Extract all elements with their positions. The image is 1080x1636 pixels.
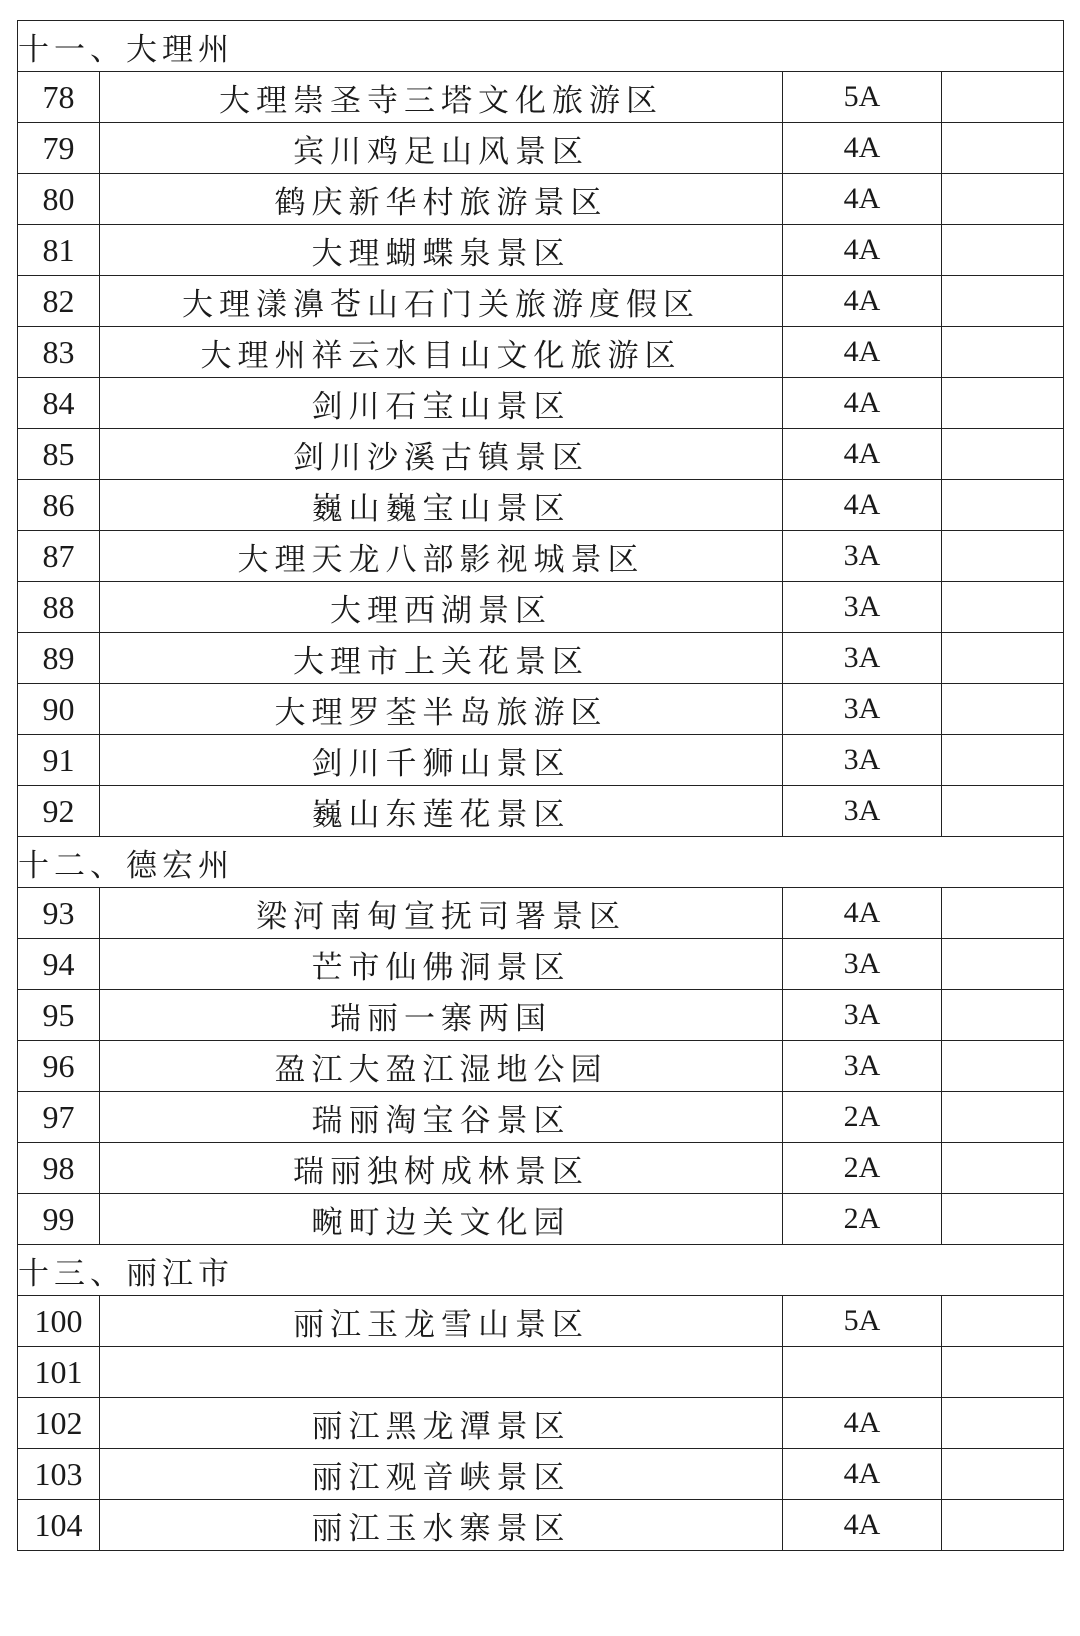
table-row xyxy=(18,378,1064,429)
row-number: 81 xyxy=(18,225,100,276)
row-number: 82 xyxy=(18,276,100,327)
table-row xyxy=(18,1398,1064,1449)
table-row xyxy=(18,939,1064,990)
grade-level: 5A xyxy=(783,1296,942,1347)
row-number: 93 xyxy=(18,888,100,939)
scenic-area-name: 剑川千狮山景区 xyxy=(100,735,783,786)
row-number: 97 xyxy=(18,1092,100,1143)
section-title: 十三、丽江市 xyxy=(18,1245,1064,1296)
grade-level: 4A xyxy=(783,174,942,225)
row-number: 87 xyxy=(18,531,100,582)
grade-level: 3A xyxy=(783,1041,942,1092)
grade-level: 4A xyxy=(783,378,942,429)
table-row xyxy=(18,633,1064,684)
grade-level: 4A xyxy=(783,225,942,276)
row-number: 102 xyxy=(18,1398,100,1449)
remarks-cell xyxy=(942,633,1064,684)
section-header-row xyxy=(18,1245,1064,1296)
grade-level: 4A xyxy=(783,1449,942,1500)
row-number: 100 xyxy=(18,1296,100,1347)
section-header-row xyxy=(18,21,1064,72)
row-number: 94 xyxy=(18,939,100,990)
row-number: 90 xyxy=(18,684,100,735)
remarks-cell xyxy=(942,378,1064,429)
row-number: 83 xyxy=(18,327,100,378)
remarks-cell xyxy=(942,1041,1064,1092)
scenic-area-name: 巍山巍宝山景区 xyxy=(100,480,783,531)
row-number: 78 xyxy=(18,72,100,123)
grade-level: 5A xyxy=(783,72,942,123)
remarks-cell xyxy=(942,888,1064,939)
row-number: 91 xyxy=(18,735,100,786)
table-row xyxy=(18,276,1064,327)
table-row xyxy=(18,888,1064,939)
scenic-area-name: 芒市仙佛洞景区 xyxy=(100,939,783,990)
section-header-row xyxy=(18,837,1064,888)
remarks-cell xyxy=(942,531,1064,582)
remarks-cell xyxy=(942,480,1064,531)
remarks-cell xyxy=(942,429,1064,480)
remarks-cell xyxy=(942,276,1064,327)
grade-level: 3A xyxy=(783,939,942,990)
remarks-cell xyxy=(942,1296,1064,1347)
scenic-area-name: 大理州祥云水目山文化旅游区 xyxy=(100,327,783,378)
remarks-cell xyxy=(942,1398,1064,1449)
row-number: 98 xyxy=(18,1143,100,1194)
table-row xyxy=(18,1092,1064,1143)
remarks-cell xyxy=(942,582,1064,633)
scenic-area-name: 瑞丽淘宝谷景区 xyxy=(100,1092,783,1143)
grade-level: 4A xyxy=(783,888,942,939)
scenic-area-name: 瑞丽独树成林景区 xyxy=(100,1143,783,1194)
table-row xyxy=(18,174,1064,225)
remarks-cell xyxy=(942,786,1064,837)
grade-level: 4A xyxy=(783,327,942,378)
scenic-area-name: 剑川石宝山景区 xyxy=(100,378,783,429)
remarks-cell xyxy=(942,684,1064,735)
table-row xyxy=(18,1347,1064,1398)
table-row xyxy=(18,582,1064,633)
scenic-area-name: 畹町边关文化园 xyxy=(100,1194,783,1245)
grade-level: 3A xyxy=(783,684,942,735)
scenic-area-name: 大理天龙八部影视城景区 xyxy=(100,531,783,582)
table-row xyxy=(18,1449,1064,1500)
table-row xyxy=(18,480,1064,531)
grade-level: 4A xyxy=(783,429,942,480)
table-row xyxy=(18,123,1064,174)
scenic-area-name: 大理蝴蝶泉景区 xyxy=(100,225,783,276)
grade-level xyxy=(783,1347,942,1398)
scenic-area-name: 大理漾濞苍山石门关旅游度假区 xyxy=(100,276,783,327)
remarks-cell xyxy=(942,1194,1064,1245)
table-row xyxy=(18,735,1064,786)
table-row xyxy=(18,786,1064,837)
scenic-area-name: 剑川沙溪古镇景区 xyxy=(100,429,783,480)
grade-level: 2A xyxy=(783,1143,942,1194)
grade-level: 3A xyxy=(783,633,942,684)
row-number: 99 xyxy=(18,1194,100,1245)
grade-level: 2A xyxy=(783,1092,942,1143)
scenic-area-name: 大理市上关花景区 xyxy=(100,633,783,684)
grade-level: 3A xyxy=(783,735,942,786)
scenic-area-name: 盈江大盈江湿地公园 xyxy=(100,1041,783,1092)
table-row xyxy=(18,225,1064,276)
scenic-area-name: 大理崇圣寺三塔文化旅游区 xyxy=(100,72,783,123)
remarks-cell xyxy=(942,72,1064,123)
grade-level: 2A xyxy=(783,1194,942,1245)
table-row xyxy=(18,1041,1064,1092)
section-title: 十二、德宏州 xyxy=(18,837,1064,888)
remarks-cell xyxy=(942,1143,1064,1194)
scenic-area-name: 丽江观音峡景区 xyxy=(100,1449,783,1500)
scenic-area-name: 瑞丽一寨两国 xyxy=(100,990,783,1041)
section-title: 十一、大理州 xyxy=(18,21,1064,72)
remarks-cell xyxy=(942,939,1064,990)
row-number: 85 xyxy=(18,429,100,480)
row-number: 95 xyxy=(18,990,100,1041)
grade-level: 4A xyxy=(783,276,942,327)
row-number: 92 xyxy=(18,786,100,837)
row-number: 88 xyxy=(18,582,100,633)
grade-level: 4A xyxy=(783,1500,942,1551)
remarks-cell xyxy=(942,1092,1064,1143)
row-number: 80 xyxy=(18,174,100,225)
remarks-cell xyxy=(942,735,1064,786)
table-row xyxy=(18,1194,1064,1245)
row-number: 79 xyxy=(18,123,100,174)
grade-level: 4A xyxy=(783,123,942,174)
scenic-area-name: 鹤庆新华村旅游景区 xyxy=(100,174,783,225)
row-number: 89 xyxy=(18,633,100,684)
table-row xyxy=(18,429,1064,480)
scenic-area-name: 宾川鸡足山风景区 xyxy=(100,123,783,174)
grade-level: 3A xyxy=(783,786,942,837)
row-number: 86 xyxy=(18,480,100,531)
grade-level: 3A xyxy=(783,990,942,1041)
table-row xyxy=(18,990,1064,1041)
table-row xyxy=(18,1296,1064,1347)
remarks-cell xyxy=(942,225,1064,276)
scenic-area-name: 大理西湖景区 xyxy=(100,582,783,633)
scenic-area-name: 丽江黑龙潭景区 xyxy=(100,1398,783,1449)
table-body xyxy=(18,21,1064,1551)
table-row xyxy=(18,1500,1064,1551)
row-number: 101 xyxy=(18,1347,100,1398)
row-number: 103 xyxy=(18,1449,100,1500)
row-number: 84 xyxy=(18,378,100,429)
remarks-cell xyxy=(942,990,1064,1041)
grade-level: 4A xyxy=(783,480,942,531)
row-number: 104 xyxy=(18,1500,100,1551)
remarks-cell xyxy=(942,1500,1064,1551)
scenic-area-name: 大理罗荃半岛旅游区 xyxy=(100,684,783,735)
table-row xyxy=(18,1143,1064,1194)
scenic-area-name: 丽江玉水寨景区 xyxy=(100,1500,783,1551)
grade-level: 3A xyxy=(783,582,942,633)
table-row xyxy=(18,327,1064,378)
scenic-area-name: 巍山东莲花景区 xyxy=(100,786,783,837)
table-row xyxy=(18,684,1064,735)
scenic-area-name: 梁河南甸宣抚司署景区 xyxy=(100,888,783,939)
grade-level: 4A xyxy=(783,1398,942,1449)
remarks-cell xyxy=(942,327,1064,378)
table-row xyxy=(18,72,1064,123)
remarks-cell xyxy=(942,1347,1064,1398)
scenic-area-name: 丽江玉龙雪山景区 xyxy=(100,1296,783,1347)
remarks-cell xyxy=(942,1449,1064,1500)
row-number: 96 xyxy=(18,1041,100,1092)
table-row xyxy=(18,531,1064,582)
remarks-cell xyxy=(942,174,1064,225)
grade-level: 3A xyxy=(783,531,942,582)
scenic-area-table xyxy=(17,20,1064,1551)
remarks-cell xyxy=(942,123,1064,174)
scenic-area-name xyxy=(100,1347,783,1398)
